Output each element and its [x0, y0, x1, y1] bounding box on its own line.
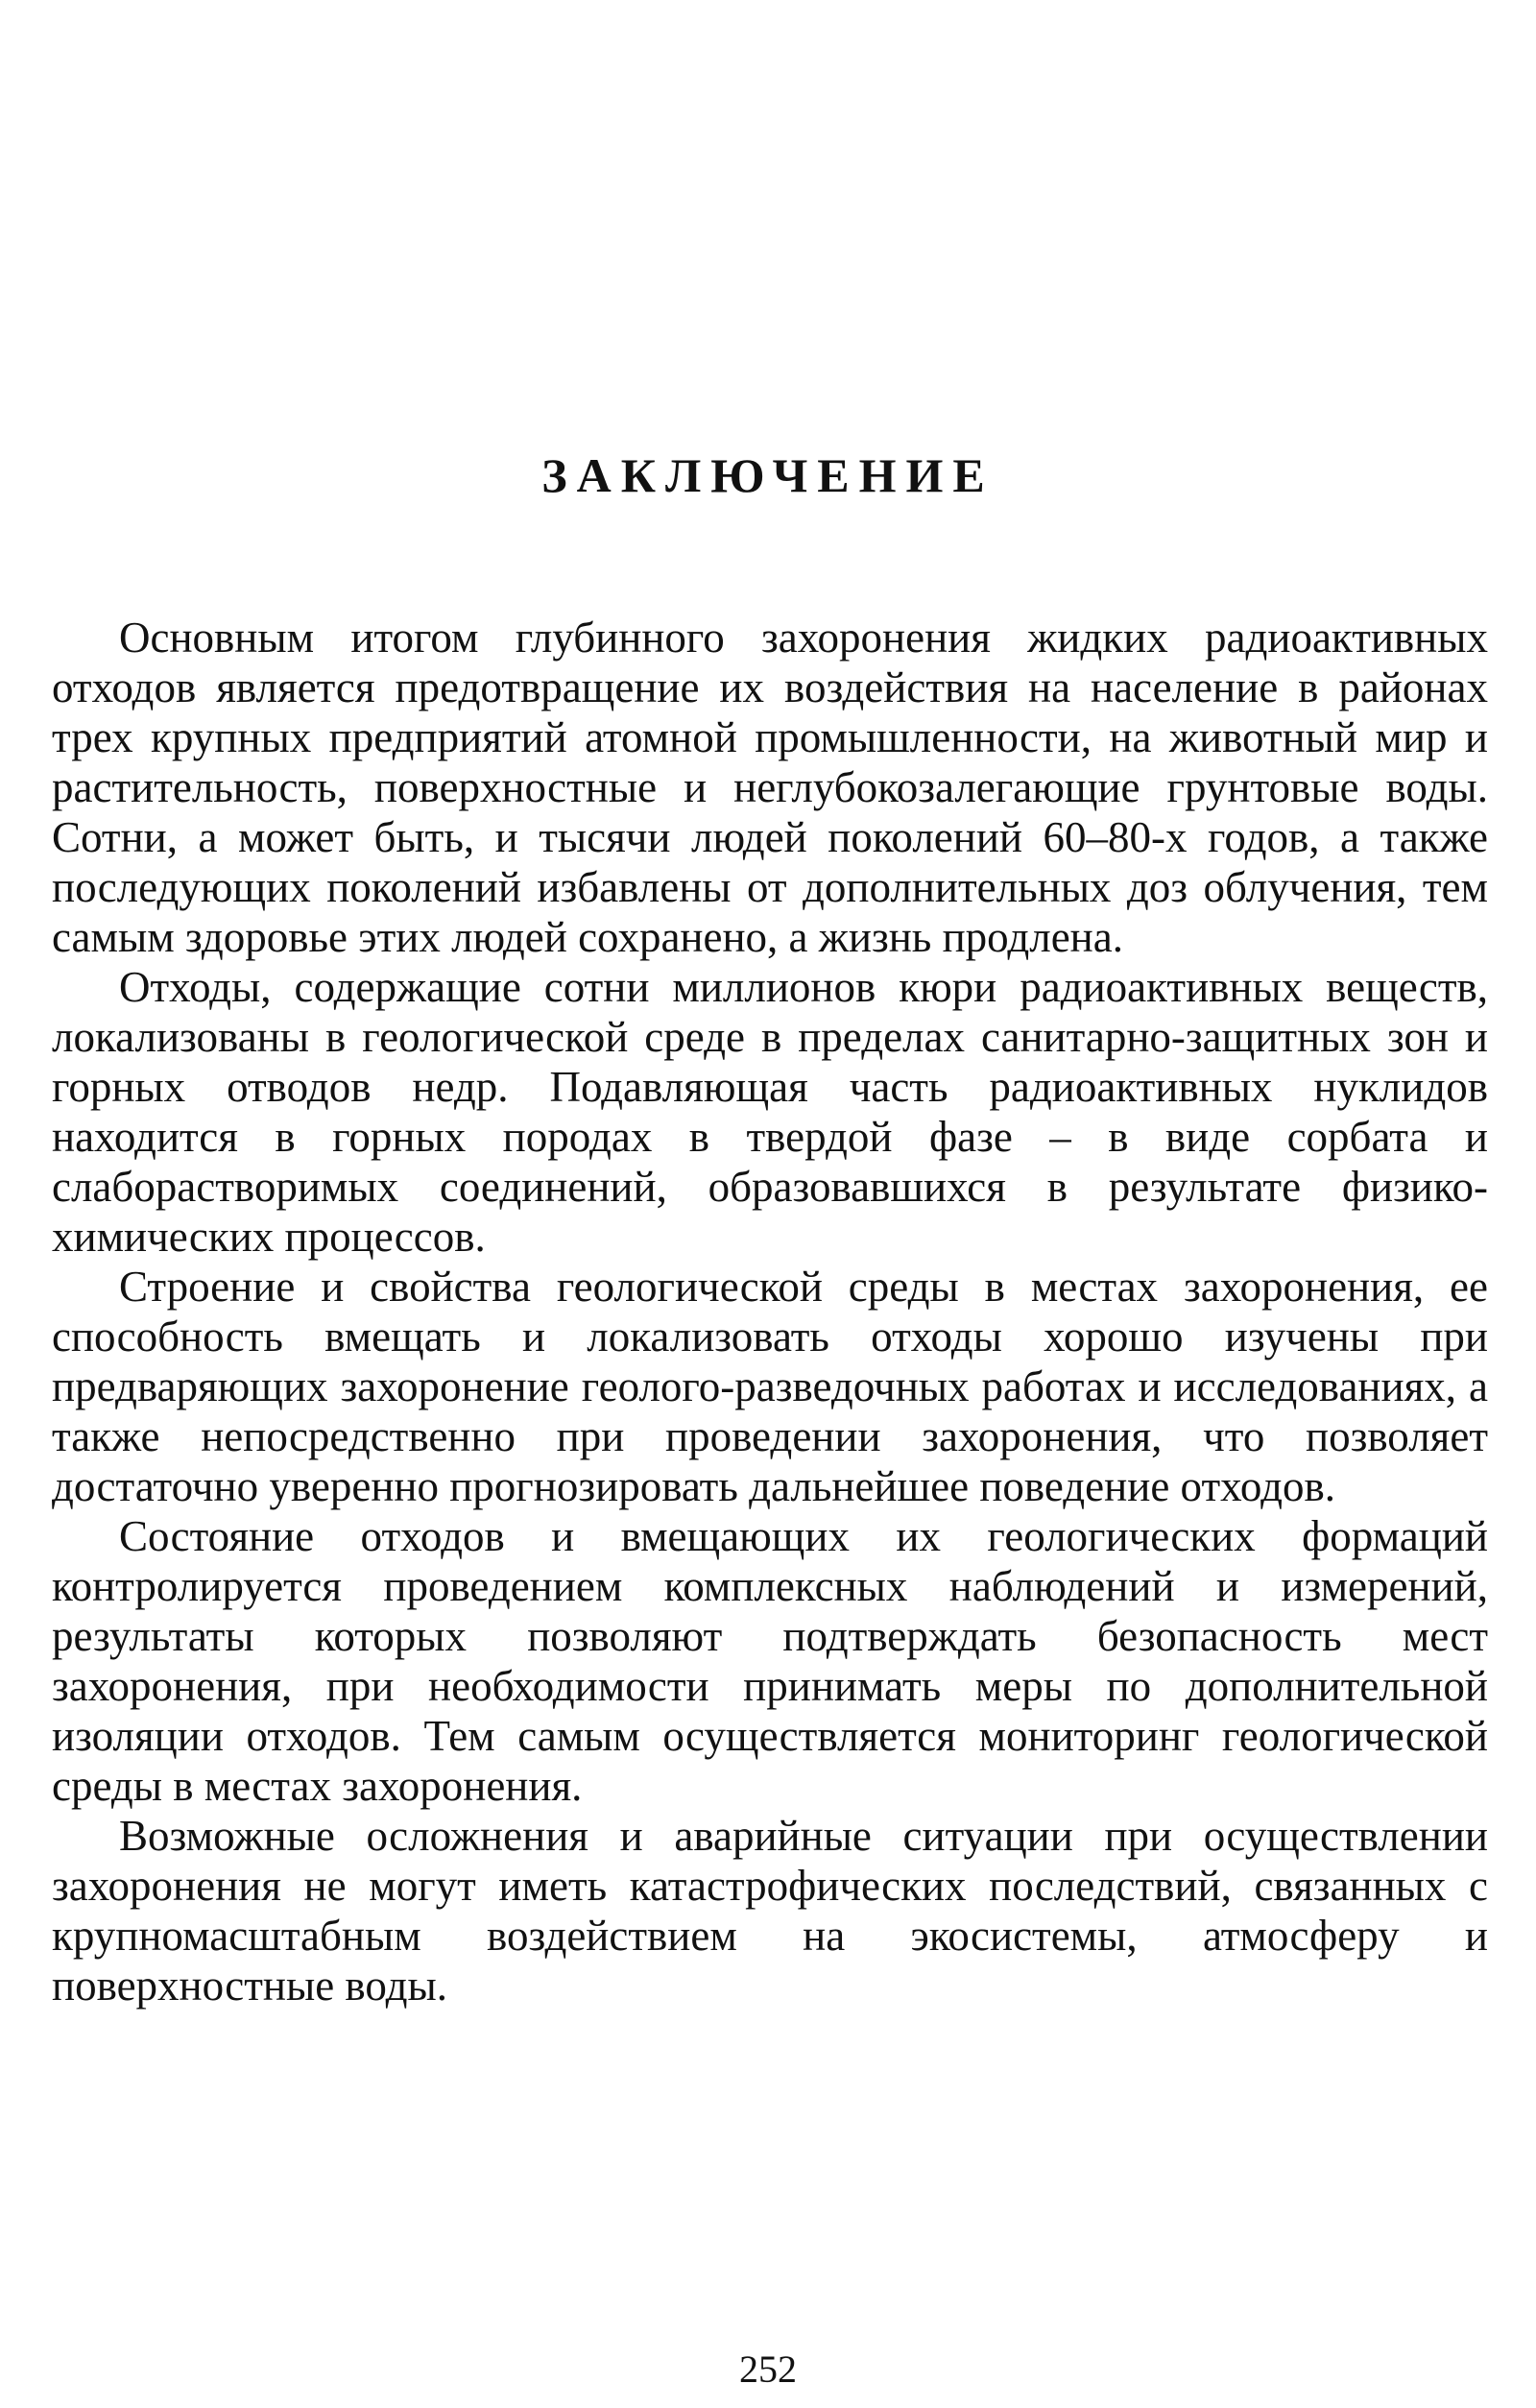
page-number: 252	[739, 2348, 797, 2391]
chapter-title: ЗАКЛЮЧЕНИЕ	[541, 448, 995, 502]
paragraph-2: Отходы, содержащие сотни миллионов кюри радиоактивных веществ, локализованы в геологической среде в пределах санитарно-защитных зон и горных отводов недр. Подавляющая часть радиоактивных нуклидов находится в горных породах в твердой фазе – в виде сорбата и слаборастворимых соединений, образовавшихся в результате физико-химических процессов.	[52, 963, 1488, 1261]
paragraph-4: Состояние отходов и вмещающих их геологических формаций контролируется проведением комплексных наблюдений и измерений, результаты которых позволяют подтверждать безопасность мест захоронения, при необходимости принимать меры по дополнительной изоляции отходов. Тем самым осуществляется мониторинг геологической среды в местах захоронения.	[52, 1512, 1488, 1810]
paragraph-1: Основным итогом глубинного захоронения жидких радиоактивных отходов является предотвращение их воздействия на население в районах трех крупных предприятий атомной промышленности, на животный мир и растительность, поверхностные и неглубокозалегающие грунтовые воды. Сотни, а может быть, и тысячи людей поколений 60–80-х годов, а также последующих поколений избавлены от дополнительных доз облучения, тем самым здоровье этих людей сохранено, а жизнь продлена.	[52, 614, 1488, 961]
paragraph-3: Строение и свойства геологической среды в местах захоронения, ее способность вмещать и локализовать отходы хорошо изучены при предваряющих захоронение геолого-разведочных работах и исследованиях, а также непосредственно при проведении захоронения, что позволяет достаточно уверенно прогнозировать дальнейшее поведение отходов.	[52, 1263, 1488, 1510]
paragraph-5: Возможные осложнения и аварийные ситуации при осуществлении захоронения не могут иметь катастрофических последствий, связанных с крупномасштабным воздействием на экосистемы, атмосферу и поверхностные воды.	[52, 1812, 1488, 2010]
body-text	[52, 613, 1488, 2011]
